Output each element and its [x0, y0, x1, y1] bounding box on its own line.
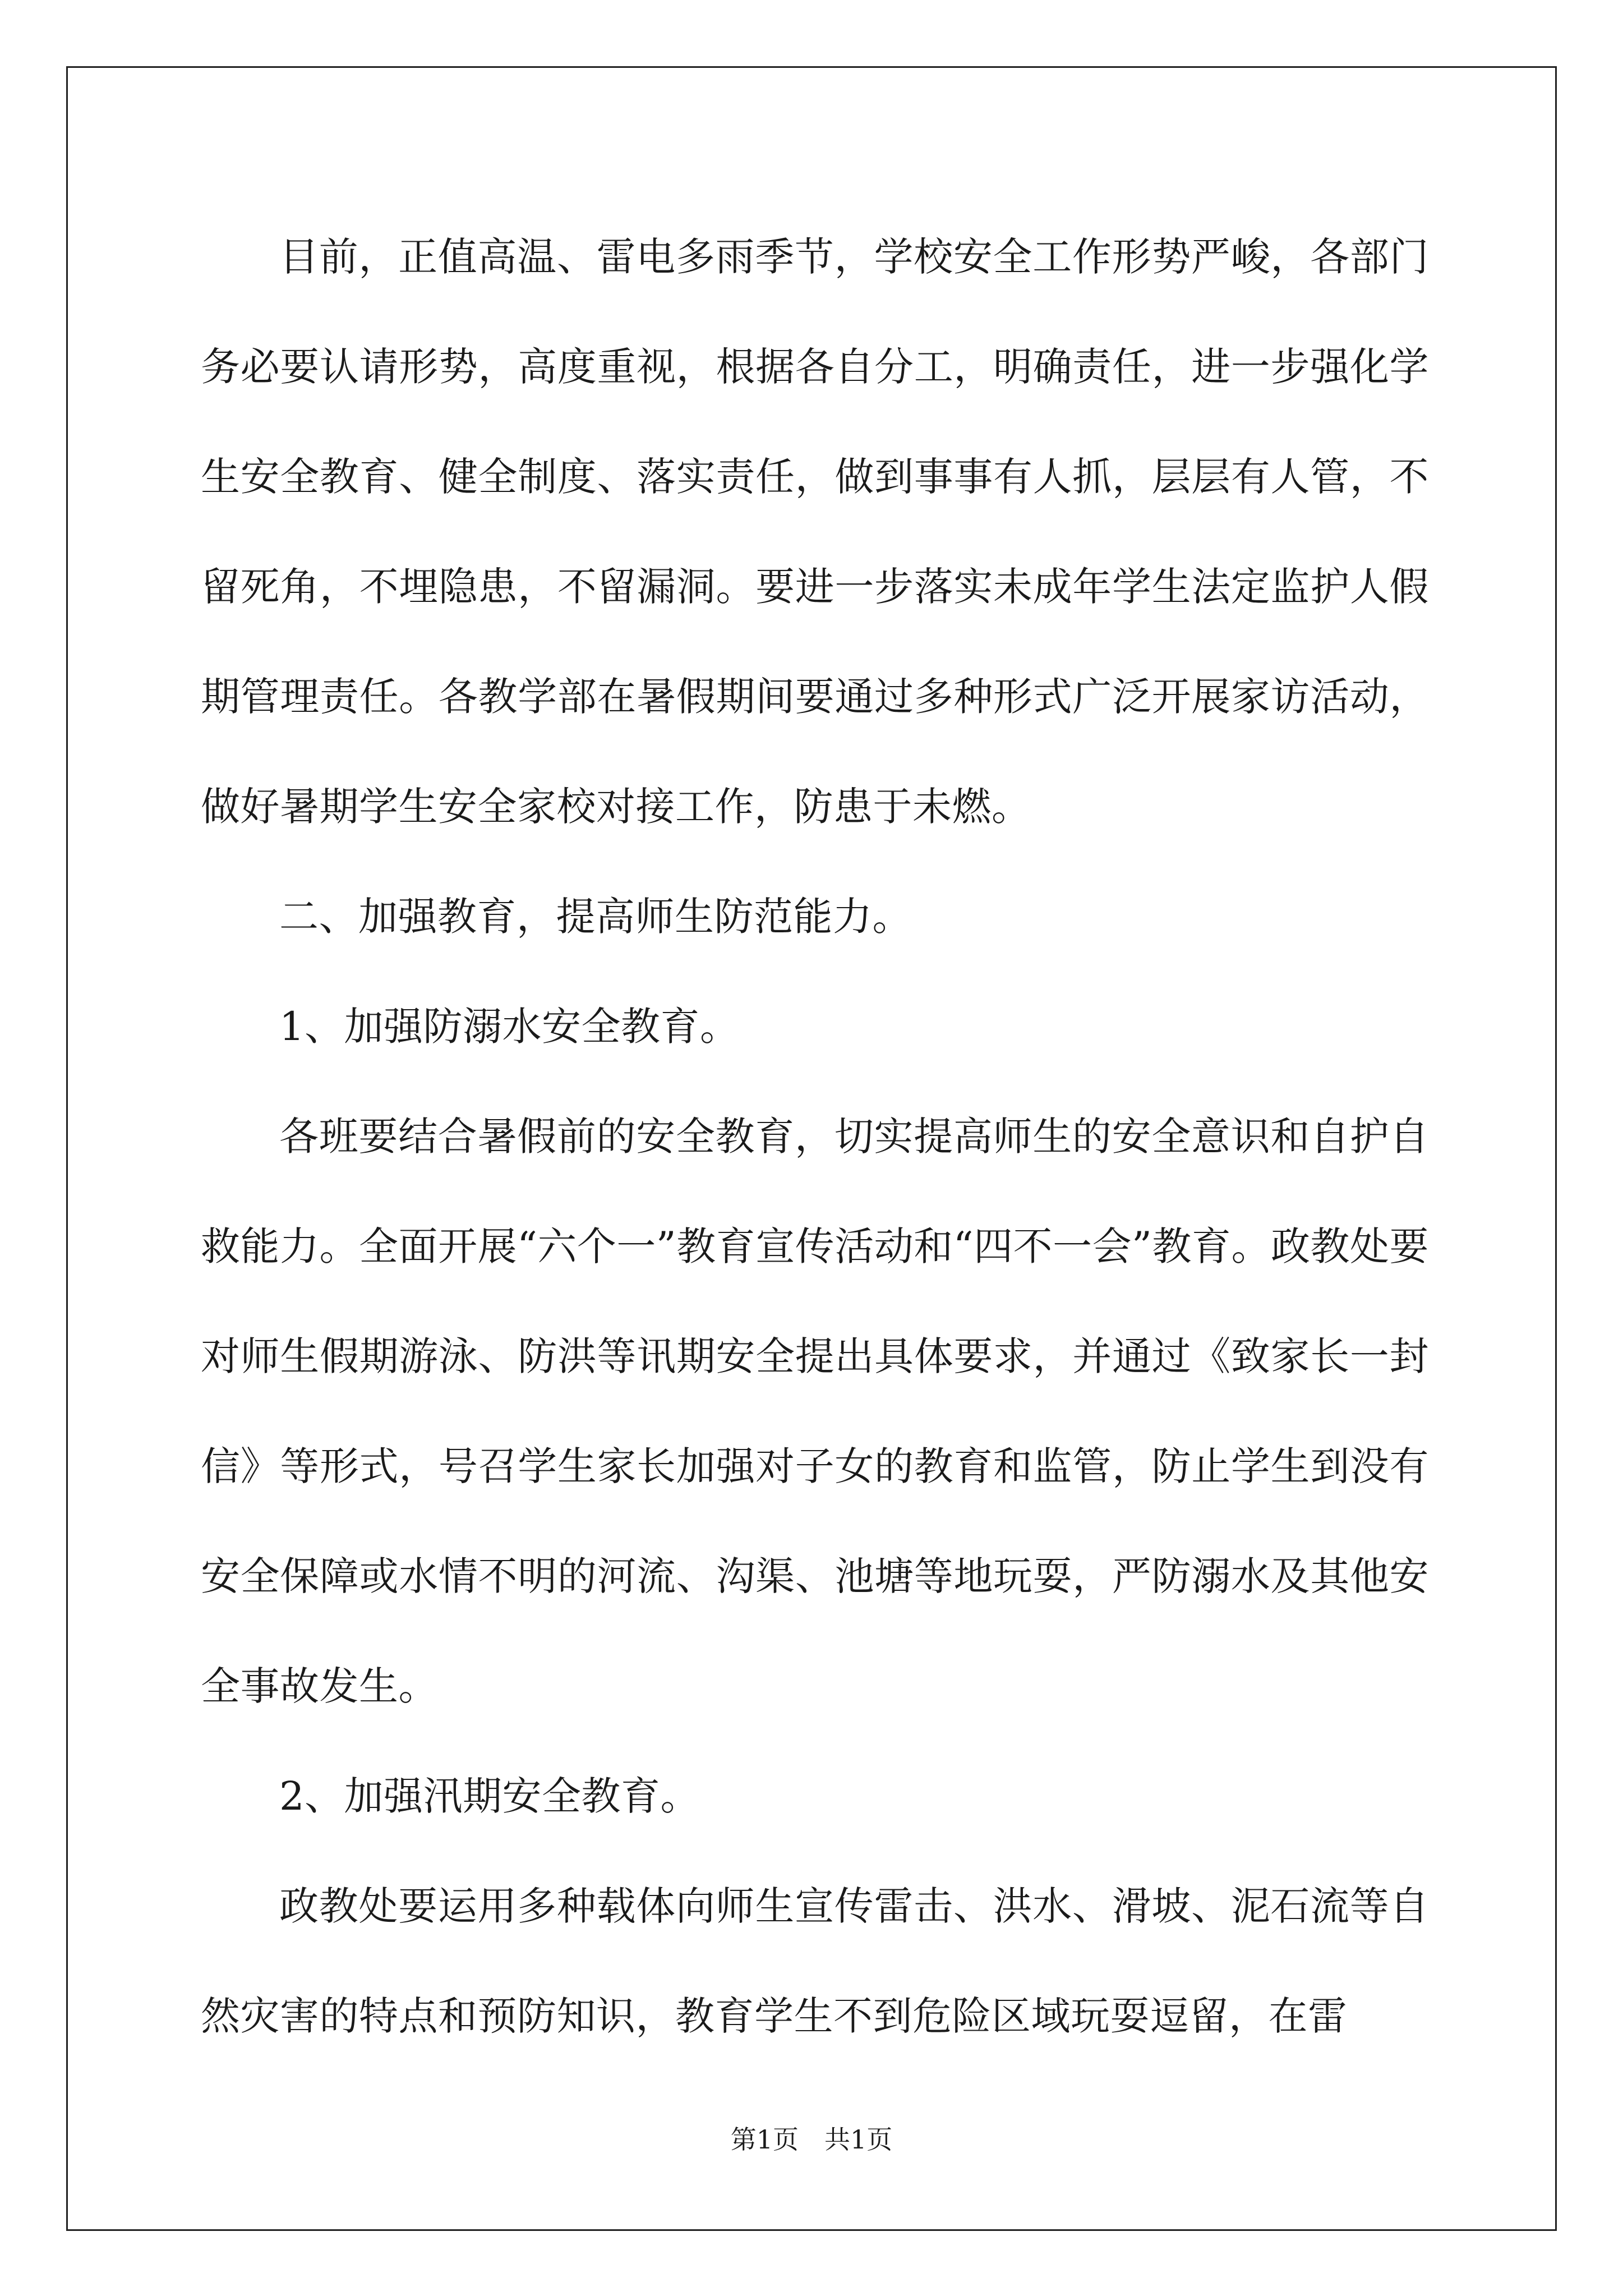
paragraph-drowning-prevention: 各班要结合暑假前的安全教育，切实提高师生的安全意识和自护自救能力。全面开展“六个一”教育宣传活动和“四不一会”教育。政教处要对师生假期游泳、防洪等讯期安全提出具体要求，并通过《致家长一封信》等形式，号召学生家长加强对子女的教育和监管，防止学生到没有安全保障或水情不明的河流、沟渠、池塘等地玩耍，严防溺水及其他安全事故发生。 — [201, 1114, 1429, 1709]
heading-drowning-prevention: 1、加强防溺水安全教育。 — [279, 1004, 740, 1050]
document-body — [201, 202, 1429, 2071]
paragraph-flood-season-safety: 政教处要运用多种载体向师生宣传雷击、洪水、滑坡、泥石流等自然灾害的特点和预防知识，教育学生不到危险区域玩耍逗留，在雷 — [201, 1883, 1429, 2039]
page-number-footer: 第1页 共1页 — [730, 2124, 893, 2155]
heading-strengthen-education: 二、加强教育，提高师生防范能力。 — [279, 894, 912, 940]
paragraph-safety-situation: 目前，正值高温、雷电多雨季节，学校安全工作形势严峻，各部门务必要认请形势，高度重视，根据各自分工，明确责任，进一步强化学生安全教育、健全制度、落实责任，做到事事有人抓，层层有人管，不留死角，不埋隐患，不留漏洞。要进一步落实未成年学生法定监护人假期管理责任。各教学部在暑假期间要通过多种形式广泛开展家访活动，做好暑期学生安全家校对接工作，防患于未燃。 — [201, 234, 1429, 830]
heading-flood-season-safety: 2、加强汛期安全教育。 — [279, 1773, 700, 1819]
